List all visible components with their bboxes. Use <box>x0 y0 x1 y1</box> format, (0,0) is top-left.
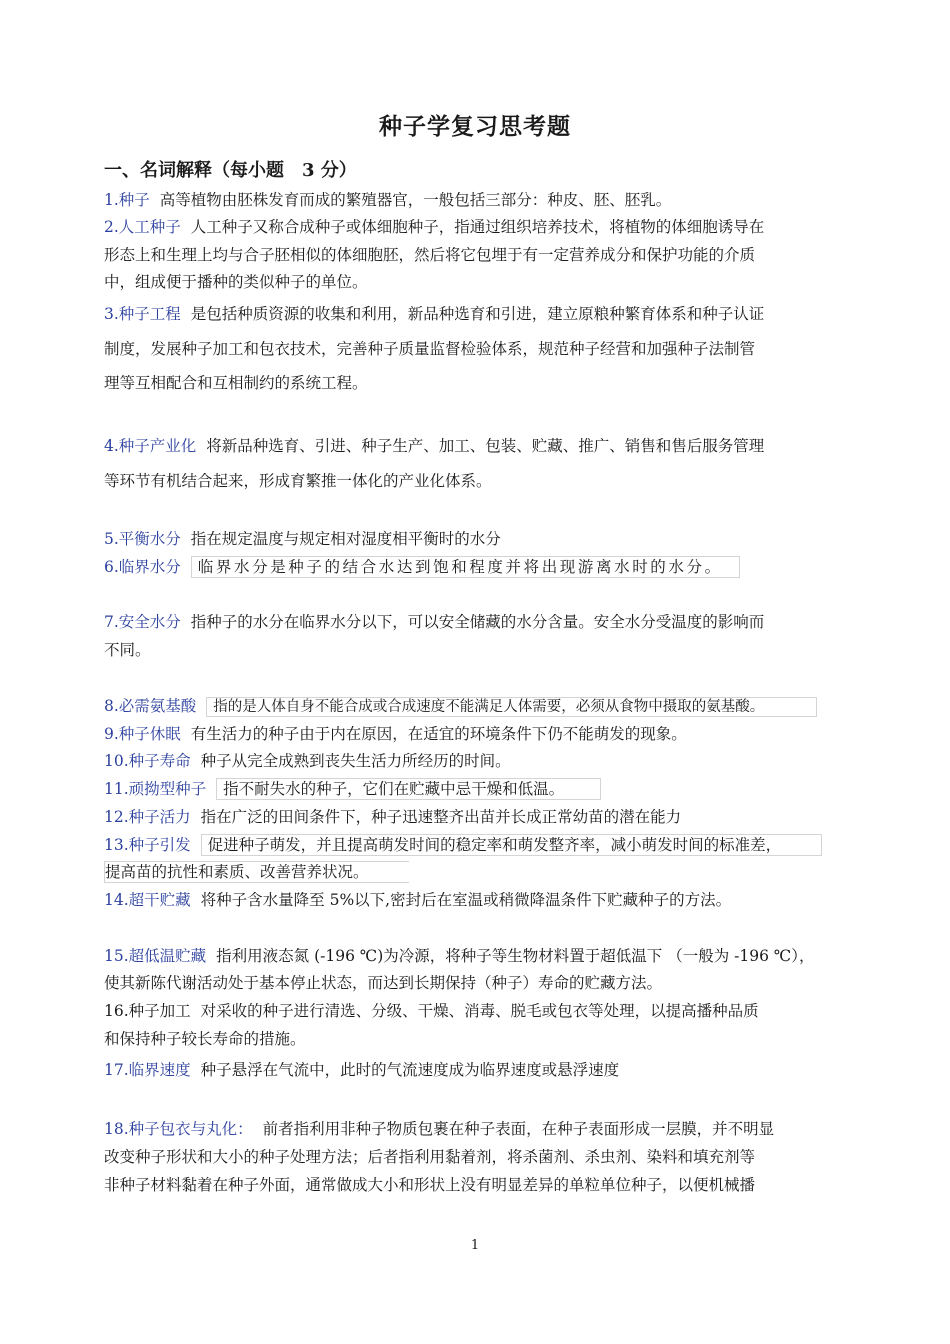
definition-line <box>104 862 409 882</box>
definition-text: 指不耐失水的种子，它们在贮藏中忌干燥和低温。 <box>216 778 601 800</box>
definition-item-16 <box>104 1001 759 1021</box>
page-number: 1 <box>470 1238 480 1253</box>
term-label: 13.种子引发 <box>104 836 191 854</box>
definition-item-4 <box>104 436 764 456</box>
term-label: 16.种子加工 <box>104 1002 191 1020</box>
definition-text: 将种子含水量降至 5%以下,密封后在室温或稍微降温条件下贮藏种子的方法。 <box>200 891 732 909</box>
definition-item-11 <box>104 779 601 799</box>
term-label: 8.必需氨基酸 <box>104 697 197 715</box>
definition-text: 有生活力的种子由于内在原因，在适宜的环境条件下仍不能萌发的现象。 <box>190 725 687 743</box>
section-points: 3 分） <box>302 160 357 181</box>
term-label: 12.种子活力 <box>104 808 191 826</box>
term-label: 18.种子包衣与丸化： <box>104 1120 253 1138</box>
definition-item-17 <box>104 1060 619 1080</box>
term-label: 17.临界速度 <box>104 1061 191 1079</box>
definition-line: 形态上和生理上均与合子胚相似的体细胞胚，然后将它包埋于有一定营养成分和保护功能的介质 <box>104 246 756 264</box>
term-label: 6.临界水分 <box>104 558 181 576</box>
definition-item-3 <box>104 304 764 324</box>
definition-text: 高等植物由胚株发育而成的繁殖器官，一般包括三部分：种皮、胚、胚乳。 <box>159 191 672 209</box>
term-label: 10.种子寿命 <box>104 752 191 770</box>
definition-line: 中，组成便于播种的类似种子的单位。 <box>104 273 368 291</box>
definition-text: 指种子的水分在临界水分以下，可以安全储藏的水分含量。安全水分受温度的影响而 <box>190 613 765 631</box>
definition-item-2 <box>104 217 764 237</box>
term-label: 15.超低温贮藏 <box>104 947 207 965</box>
definition-item-18 <box>104 1119 774 1139</box>
definition-item-8 <box>104 696 817 717</box>
definition-text: 种子从完全成熟到丧失生活力所经历的时间。 <box>200 752 511 770</box>
definition-line: 不同。 <box>104 641 151 659</box>
definition-item-14 <box>104 890 731 910</box>
definition-text: 指在规定温度与规定相对湿度相平衡时的水分 <box>190 530 501 548</box>
term-label: 5.平衡水分 <box>104 530 181 548</box>
definition-text: 前者指利用非种子物质包裹在种子表面，在种子表面形成一层膜，并不明显 <box>262 1120 775 1138</box>
section-label: 一、名词解释（每小题 <box>104 160 284 181</box>
term-label: 14.超干贮藏 <box>104 891 191 909</box>
definition-text: 指在广泛的田间条件下，种子迅速整齐出苗并长成正常幼苗的潜在能力 <box>200 808 682 826</box>
definition-item-12 <box>104 807 681 827</box>
definition-item-7 <box>104 612 764 632</box>
term-label: 7.安全水分 <box>104 613 181 631</box>
definition-text: 将新品种选育、引进、种子生产、加工、包装、贮藏、推广、销售和售后服务管理 <box>206 437 765 455</box>
term-label: 3.种子工程 <box>104 305 181 323</box>
section-heading <box>104 156 357 182</box>
definition-line: 制度，发展种子加工和包衣技术，完善种子质量监督检验体系，规范种子经营和加强种子法制管 <box>104 340 756 358</box>
definition-text: 指利用液态氮 (-196 ℃)为冷源，将种子等生物材料置于超低温下 （一般为 -196 ℃）， <box>216 947 815 965</box>
definition-line: 使其新陈代谢活动处于基本停止状态，而达到长期保持（种子）寿命的贮藏方法。 <box>104 974 663 992</box>
term-label: 4.种子产业化 <box>104 437 197 455</box>
definition-item-6 <box>104 557 740 577</box>
definition-text: 临界水分是种子的结合水达到饱和程度并将出现游离水时的水分。 <box>191 556 740 578</box>
definition-item-15 <box>104 946 814 966</box>
definition-text: 指的是人体自身不能合成或合成速度不能满足人体需要，必须从食物中摄取的氨基酸。 <box>206 697 817 717</box>
definition-item-5 <box>104 529 501 549</box>
definition-line: 和保持种子较长寿命的措施。 <box>104 1030 306 1048</box>
definition-text: 种子悬浮在气流中，此时的气流速度成为临界速度或悬浮速度 <box>200 1061 620 1079</box>
definition-text: 促进种子萌发，并且提高萌发时间的稳定率和萌发整齐率，减小萌发时间的标准差， <box>201 834 823 856</box>
definition-line: 改变种子形状和大小的种子处理方法；后者指利用黏着剂，将杀菌剂、杀虫剂、染料和填充剂等 <box>104 1148 756 1166</box>
definition-item-13 <box>104 835 822 855</box>
page-title: 种子学复习思考题 <box>379 113 571 140</box>
definition-item-1 <box>104 190 671 210</box>
definition-item-9 <box>104 724 687 744</box>
definition-text: 人工种子又称合成种子或体细胞种子，指通过组织培养技术，将植物的体细胞诱导在 <box>190 218 765 236</box>
definition-line: 非种子材料黏着在种子外面，通常做成大小和形状上没有明显差异的单粒单位种子，以便机械播 <box>104 1176 756 1194</box>
term-label: 11.顽拗型种子 <box>104 780 207 798</box>
definition-line: 理等互相配合和互相制约的系统工程。 <box>104 374 368 392</box>
definition-text: 是包括种质资源的收集和利用，新品种选育和引进，建立原粮种繁育体系和种子认证 <box>190 305 765 323</box>
term-label: 2.人工种子 <box>104 218 181 236</box>
term-label: 9.种子休眠 <box>104 725 181 743</box>
definition-item-10 <box>104 751 511 771</box>
term-label: 1.种子 <box>104 191 150 209</box>
definition-text: 提高苗的抗性和素质、改善营养状况。 <box>104 861 409 883</box>
definition-text: 对采收的种子进行清选、分级、干燥、消毒、脱毛或包衣等处理，以提高播种品质 <box>200 1002 759 1020</box>
definition-line: 等环节有机结合起来，形成育繁推一体化的产业化体系。 <box>104 472 492 490</box>
